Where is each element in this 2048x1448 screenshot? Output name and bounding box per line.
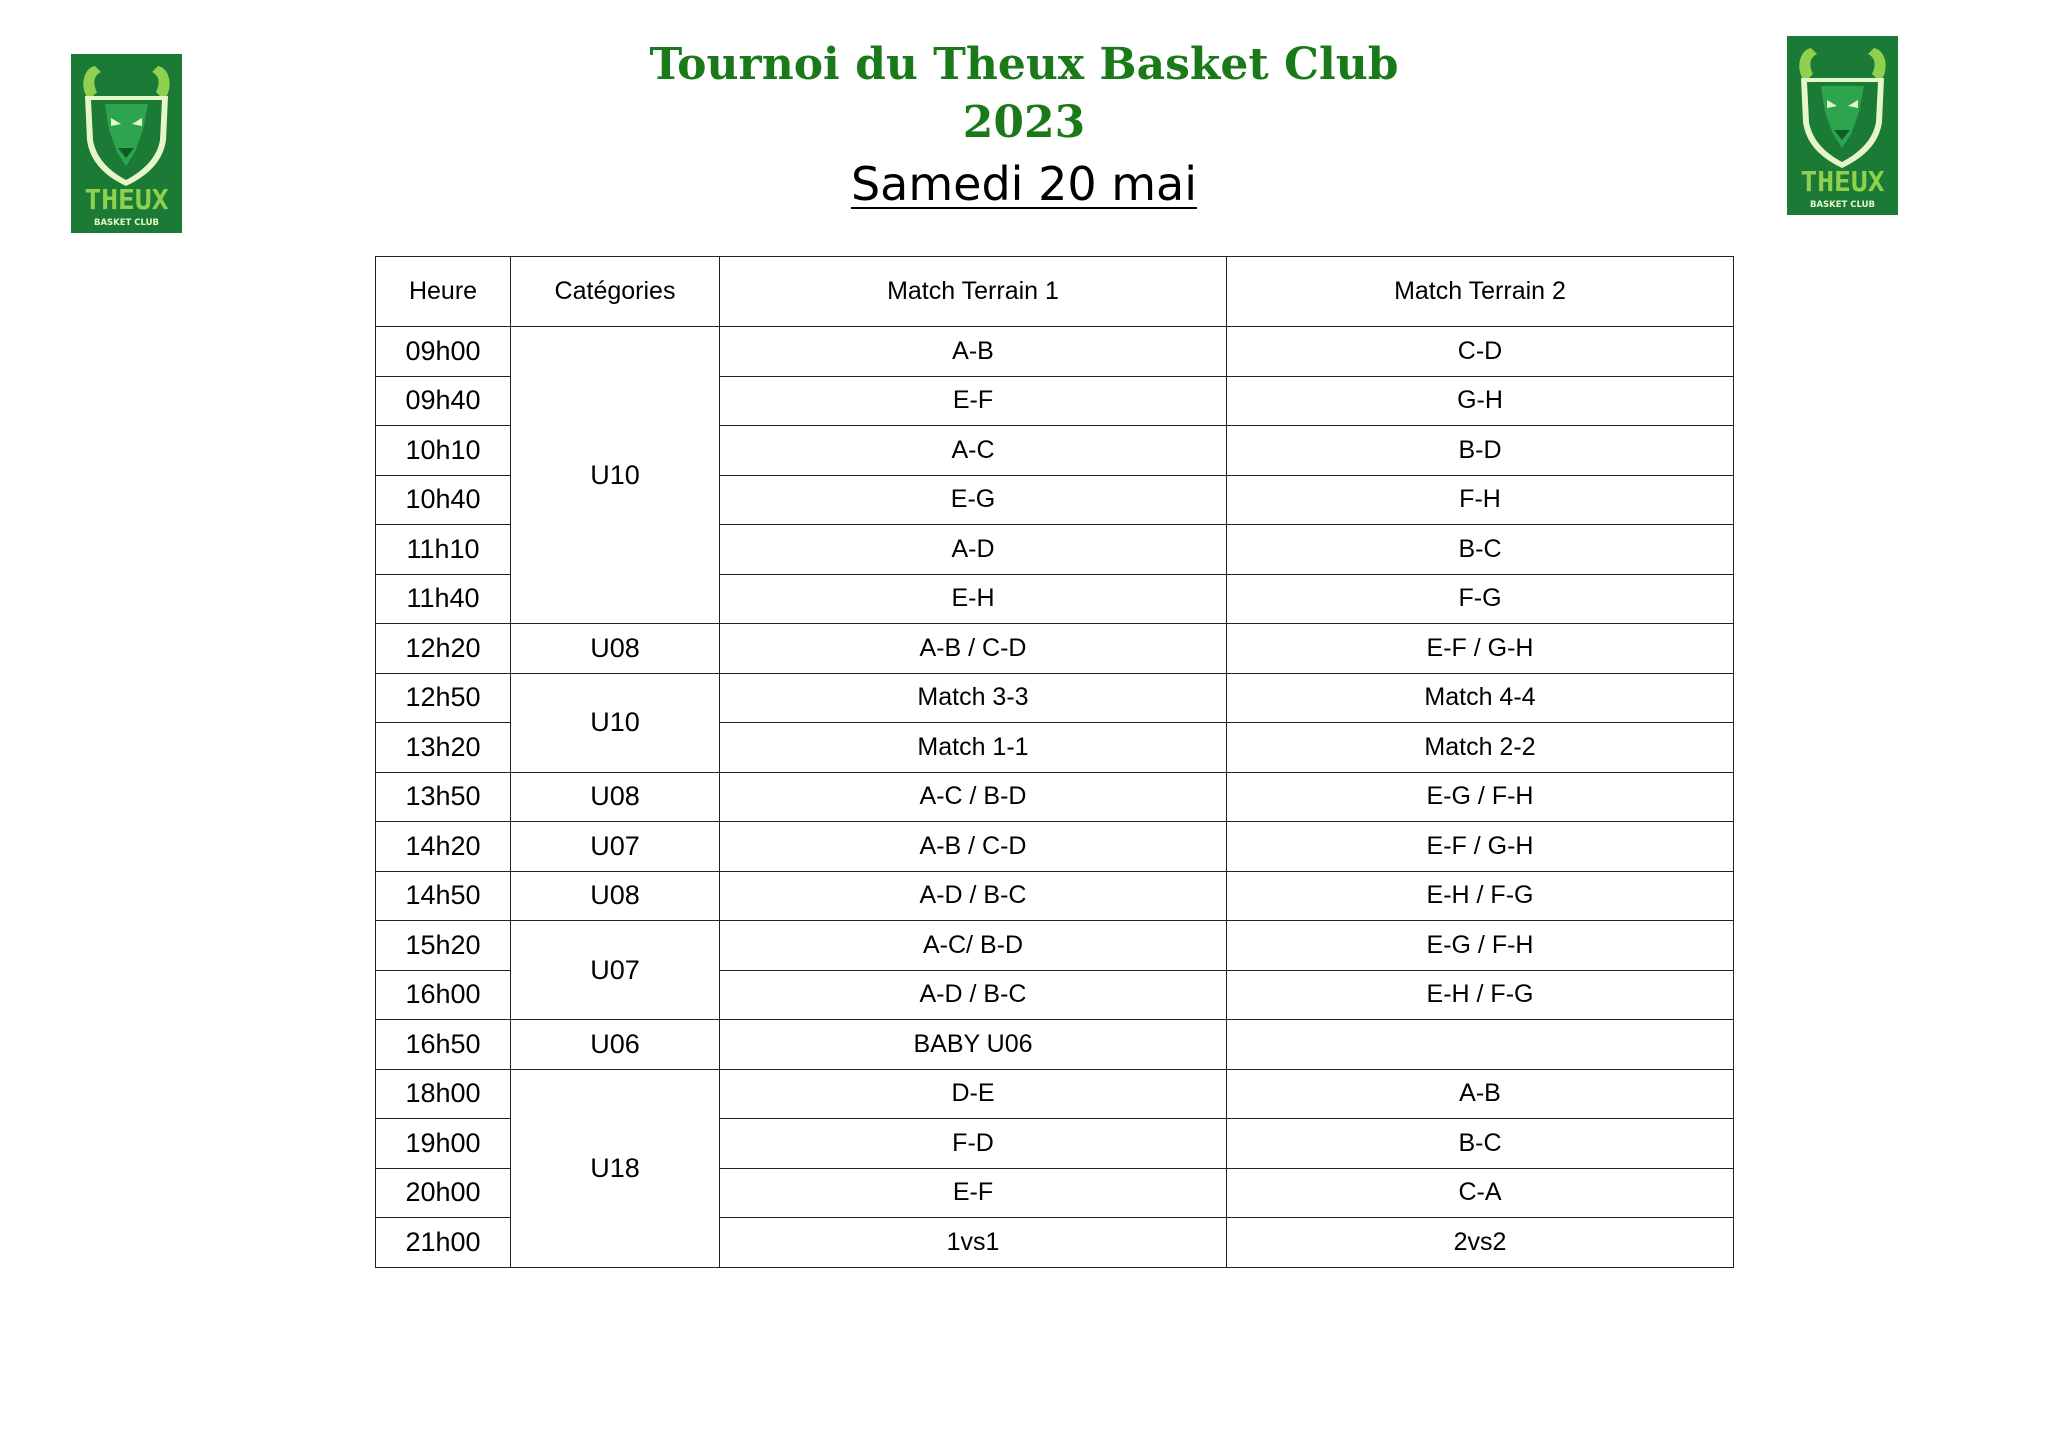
table-row bbox=[376, 327, 1734, 377]
court2-match-cell: G-H bbox=[1227, 376, 1734, 426]
court1-match-cell: E-G bbox=[720, 475, 1227, 525]
header-time: Heure bbox=[376, 257, 511, 327]
time-cell: 09h40 bbox=[376, 376, 511, 426]
court1-match-cell: A-B / C-D bbox=[720, 624, 1227, 674]
court1-match-cell: BABY U06 bbox=[720, 1020, 1227, 1070]
time-cell: 12h50 bbox=[376, 673, 511, 723]
court1-match-cell: A-C/ B-D bbox=[720, 921, 1227, 971]
court1-match-cell: E-H bbox=[720, 574, 1227, 624]
court2-match-cell: B-D bbox=[1227, 426, 1734, 476]
table-row bbox=[376, 772, 1734, 822]
court2-match-cell: C-A bbox=[1227, 1168, 1734, 1218]
table-row bbox=[376, 921, 1734, 971]
page-date: Samedi 20 mai bbox=[850, 157, 1198, 211]
time-cell: 10h40 bbox=[376, 475, 511, 525]
schedule-body bbox=[376, 327, 1734, 1268]
court2-match-cell: F-G bbox=[1227, 574, 1734, 624]
table-row bbox=[376, 822, 1734, 872]
court2-match-cell: E-H / F-G bbox=[1227, 871, 1734, 921]
table-row bbox=[376, 1069, 1734, 1119]
category-cell: U08 bbox=[511, 772, 720, 822]
court2-match-cell: E-F / G-H bbox=[1227, 624, 1734, 674]
svg-text:THEUX: THEUX bbox=[1800, 165, 1885, 198]
time-cell: 14h20 bbox=[376, 822, 511, 872]
table-row bbox=[376, 871, 1734, 921]
svg-text:BASKET CLUB: BASKET CLUB bbox=[93, 218, 160, 228]
table-header-row bbox=[376, 257, 1734, 327]
court2-match-cell: B-C bbox=[1227, 1119, 1734, 1169]
time-cell: 21h00 bbox=[376, 1218, 511, 1268]
court1-match-cell: F-D bbox=[720, 1119, 1227, 1169]
time-cell: 14h50 bbox=[376, 871, 511, 921]
court1-match-cell: Match 1-1 bbox=[720, 723, 1227, 773]
court2-match-cell bbox=[1227, 1020, 1734, 1070]
header-court2: Match Terrain 2 bbox=[1227, 257, 1734, 327]
time-cell: 13h50 bbox=[376, 772, 511, 822]
schedule-table bbox=[375, 256, 1734, 1268]
category-cell: U07 bbox=[511, 822, 720, 872]
court2-match-cell: B-C bbox=[1227, 525, 1734, 575]
time-cell: 10h10 bbox=[376, 426, 511, 476]
category-cell: U18 bbox=[511, 1069, 720, 1267]
court1-match-cell: A-D / B-C bbox=[720, 970, 1227, 1020]
header-court1: Match Terrain 1 bbox=[720, 257, 1227, 327]
time-cell: 19h00 bbox=[376, 1119, 511, 1169]
court2-match-cell: F-H bbox=[1227, 475, 1734, 525]
page-title-year: 2023 bbox=[962, 97, 1086, 148]
court2-match-cell: E-F / G-H bbox=[1227, 822, 1734, 872]
time-cell: 11h10 bbox=[376, 525, 511, 575]
court2-match-cell: C-D bbox=[1227, 327, 1734, 377]
category-cell: U10 bbox=[511, 673, 720, 772]
time-cell: 15h20 bbox=[376, 921, 511, 971]
time-cell: 09h00 bbox=[376, 327, 511, 377]
table-row bbox=[376, 673, 1734, 723]
court1-match-cell: D-E bbox=[720, 1069, 1227, 1119]
court2-match-cell: Match 4-4 bbox=[1227, 673, 1734, 723]
time-cell: 11h40 bbox=[376, 574, 511, 624]
time-cell: 12h20 bbox=[376, 624, 511, 674]
category-cell: U06 bbox=[511, 1020, 720, 1070]
time-cell: 18h00 bbox=[376, 1069, 511, 1119]
category-cell: U08 bbox=[511, 624, 720, 674]
court1-match-cell: 1vs1 bbox=[720, 1218, 1227, 1268]
court1-match-cell: A-B / C-D bbox=[720, 822, 1227, 872]
category-cell: U08 bbox=[511, 871, 720, 921]
time-cell: 20h00 bbox=[376, 1168, 511, 1218]
category-cell: U10 bbox=[511, 327, 720, 624]
table-row bbox=[376, 1020, 1734, 1070]
svg-text:THEUX: THEUX bbox=[84, 183, 169, 216]
page-title: Tournoi du Theux Basket Club bbox=[649, 39, 1399, 90]
court1-match-cell: E-F bbox=[720, 1168, 1227, 1218]
table-row bbox=[376, 624, 1734, 674]
time-cell: 16h00 bbox=[376, 970, 511, 1020]
court2-match-cell: E-G / F-H bbox=[1227, 772, 1734, 822]
court1-match-cell: E-F bbox=[720, 376, 1227, 426]
court1-match-cell: A-B bbox=[720, 327, 1227, 377]
svg-text:BASKET CLUB: BASKET CLUB bbox=[1809, 200, 1876, 210]
time-cell: 13h20 bbox=[376, 723, 511, 773]
court1-match-cell: A-D / B-C bbox=[720, 871, 1227, 921]
time-cell: 16h50 bbox=[376, 1020, 511, 1070]
court1-match-cell: A-C bbox=[720, 426, 1227, 476]
court2-match-cell: 2vs2 bbox=[1227, 1218, 1734, 1268]
court2-match-cell: E-H / F-G bbox=[1227, 970, 1734, 1020]
header-category: Catégories bbox=[511, 257, 720, 327]
court1-match-cell: A-D bbox=[720, 525, 1227, 575]
court2-match-cell: A-B bbox=[1227, 1069, 1734, 1119]
court2-match-cell: E-G / F-H bbox=[1227, 921, 1734, 971]
category-cell: U07 bbox=[511, 921, 720, 1020]
court1-match-cell: Match 3-3 bbox=[720, 673, 1227, 723]
court1-match-cell: A-C / B-D bbox=[720, 772, 1227, 822]
court2-match-cell: Match 2-2 bbox=[1227, 723, 1734, 773]
